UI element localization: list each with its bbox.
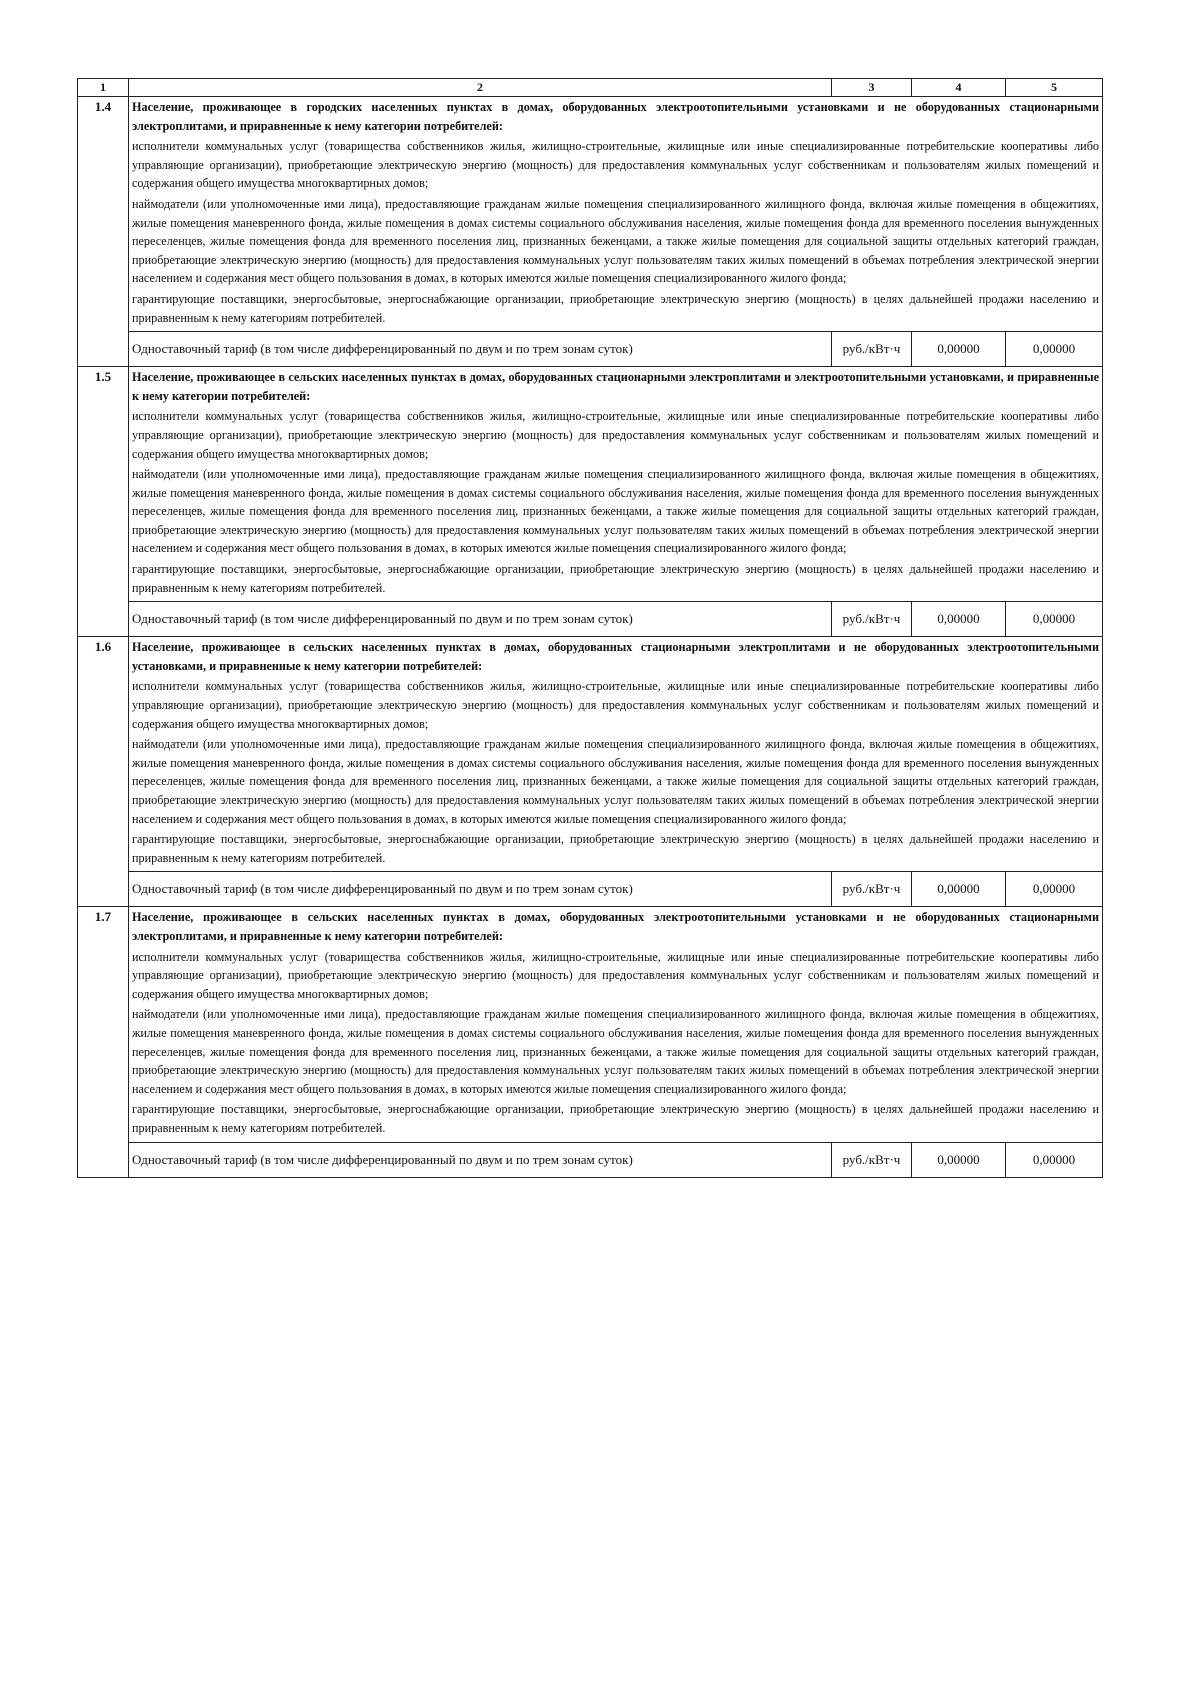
category-subitem: наймодатели (или уполномоченные ими лица), предоставляющие гражданам жилые помещения специализированного жилищного фонда, включая жилые помещения в общежитиях, жилые помещения маневренного фонда, жилые помещения в домах системы социального обслуживания населения, жилые помещения фонда для временного поселения вынужденных переселенцев, жилые помещения фонда для временного поселения лиц, признанных беженцами, а также жилые помещения для социальной защиты отдельных категорий граждан, приобретающие электрическую энергию (мощность) для предоставления коммунальных услуг пользователям таких жилых помещений в объемах потребления электрической энергии населением и содержания мест общего пользования в домах, в которых имеются жилые помещения специализированного жилого фонда; [132, 467, 1099, 556]
tariff-value-col5: 0,00000 [1006, 1142, 1103, 1177]
category-subitem: гарантирующие поставщики, энергосбытовые, энергоснабжающие организации, приобретающие электрическую энергию (мощность) в целях дальнейшей продажи населению и приравненным к нему категориям потребителей. [132, 291, 1099, 325]
category-subitem: гарантирующие поставщики, энергосбытовые, энергоснабжающие организации, приобретающие электрическую энергию (мощность) в целях дальнейшей продажи населению и приравненным к нему категориям потребителей. [132, 1102, 1099, 1135]
category-subitem: наймодатели (или уполномоченные ими лица), предоставляющие гражданам жилые помещения специализированного жилищного фонда, включая жилые помещения в общежитиях, жилые помещения маневренного фонда, жилые помещения в домах системы социального обслуживания населения, жилые помещения фонда для временного поселения вынужденных переселенцев, жилые помещения фонда для временного поселения лиц, признанных беженцами, а также жилые помещения для социальной защиты отдельных категорий граждан, приобретающие электрическую энергию (мощность) для предоставления коммунальных услуг пользователям таких жилых помещений в объемах потребления электрической энергии населением и содержания мест общего пользования в домах, в которых имеются жилые помещения специализированного жилого фонда; [132, 196, 1099, 286]
category-subitem: исполнители коммунальных услуг (товарищества собственников жилья, жилищно-строительные, жилищные или иные специализированные потребительские кооперативы либо управляющие организации), приобретающие электрическую энергию (мощность) для предоставления коммунальных услуг собственникам и пользователям жилых помещений и содержания общего имущества многоквартирных домов; [132, 409, 1099, 461]
row-number: 1.7 [78, 907, 129, 1177]
header-col-3: 3 [832, 79, 912, 97]
header-col-5: 5 [1006, 79, 1103, 97]
tariff-name: Одноставочный тариф (в том числе дифференцированный по двум и по трем зонам суток) [129, 1142, 832, 1177]
tariff-unit: руб./кВт·ч [832, 602, 912, 637]
tariff-row [78, 872, 1103, 907]
row-number: 1.6 [78, 637, 129, 907]
tariff-unit: руб./кВт·ч [832, 872, 912, 907]
tariff-value-col5: 0,00000 [1006, 332, 1103, 367]
tariff-unit: руб./кВт·ч [832, 1142, 912, 1177]
tariff-row [78, 332, 1103, 367]
consumer-category-description [129, 367, 1103, 602]
category-subitem: наймодатели (или уполномоченные ими лица), предоставляющие гражданам жилые помещения специализированного жилищного фонда, включая жилые помещения в общежитиях, жилые помещения маневренного фонда, жилые помещения в домах системы социального обслуживания населения, жилые помещения фонда для временного поселения вынужденных переселенцев, жилые помещения фонда для временного поселения лиц, признанных беженцами, а также жилые помещения для социальной защиты отдельных категорий граждан, приобретающие электрическую энергию (мощность) для предоставления коммунальных услуг пользователям таких жилых помещений в объемах потребления электрической энергии населением и содержания мест общего пользования в домах, в которых имеются жилые помещения специализированного жилого фонда; [132, 737, 1099, 826]
category-subitem: наймодатели (или уполномоченные ими лица), предоставляющие гражданам жилые помещения специализированного жилищного фонда, включая жилые помещения в общежитиях, жилые помещения маневренного фонда, жилые помещения в домах системы социального обслуживания населения, жилые помещения фонда для временного поселения вынужденных переселенцев, жилые помещения фонда для временного поселения лиц, признанных беженцами, а также жилые помещения для социальной защиты отдельных категорий граждан, приобретающие электрическую энергию (мощность) для предоставления коммунальных услуг пользователям таких жилых помещений в объемах потребления электрической энергии населением и содержания мест общего пользования в домах, в которых имеются жилые помещения специализированного жилого фонда; [132, 1007, 1099, 1096]
header-col-4: 4 [912, 79, 1006, 97]
category-title: Население, проживающее в сельских населенных пунктах в домах, оборудованных стационарными электроплитами и электроотопительными установками, и приравненные к нему категории потребителей: [132, 370, 1099, 403]
tariff-name: Одноставочный тариф (в том числе дифференцированный по двум и по трем зонам суток) [129, 332, 832, 367]
category-subitem: исполнители коммунальных услуг (товарищества собственников жилья, жилищно-строительные, жилищные или иные специализированные потребительские кооперативы либо управляющие организации), приобретающие электрическую энергию (мощность) для предоставления коммунальных услуг собственникам и пользователям жилых помещений и содержания общего имущества многоквартирных домов; [132, 139, 1099, 191]
category-subitem: исполнители коммунальных услуг (товарищества собственников жилья, жилищно-строительные, жилищные или иные специализированные потребительские кооперативы либо управляющие организации), приобретающие электрическую энергию (мощность) для предоставления коммунальных услуг собственникам и пользователям жилых помещений и содержания общего имущества многоквартирных домов; [132, 949, 1099, 1001]
header-row [78, 79, 1103, 97]
group-description-row [78, 97, 1103, 332]
tariff-value-col4: 0,00000 [912, 332, 1006, 367]
tariff-value-col5: 0,00000 [1006, 872, 1103, 907]
tariff-value-col4: 0,00000 [912, 872, 1006, 907]
row-number: 1.5 [78, 367, 129, 637]
category-subitem: исполнители коммунальных услуг (товарищества собственников жилья, жилищно-строительные, жилищные или иные специализированные потребительские кооперативы либо управляющие организации), приобретающие электрическую энергию (мощность) для предоставления коммунальных услуг собственникам и пользователям жилых помещений и содержания общего имущества многоквартирных домов; [132, 679, 1099, 731]
tariff-value-col4: 0,00000 [912, 1142, 1006, 1177]
category-title: Население, проживающее в сельских населенных пунктах в домах, оборудованных электроотопительными установками и не оборудованных стационарными электроплитами, и приравненные к нему категории потребителей: [132, 910, 1099, 943]
consumer-category-description [129, 907, 1103, 1142]
category-subitem: гарантирующие поставщики, энергосбытовые, энергоснабжающие организации, приобретающие электрическую энергию (мощность) в целях дальнейшей продажи населению и приравненным к нему категориям потребителей. [132, 562, 1099, 595]
tariff-row [78, 1142, 1103, 1177]
tariff-unit: руб./кВт·ч [832, 332, 912, 367]
group-description-row [78, 907, 1103, 1142]
tariff-name: Одноставочный тариф (в том числе дифференцированный по двум и по трем зонам суток) [129, 602, 832, 637]
group-description-row [78, 367, 1103, 602]
tariff-value-col5: 0,00000 [1006, 602, 1103, 637]
category-subitem: гарантирующие поставщики, энергосбытовые, энергоснабжающие организации, приобретающие электрическую энергию (мощность) в целях дальнейшей продажи населению и приравненным к нему категориям потребителей. [132, 832, 1099, 865]
category-title: Население, проживающее в сельских населенных пунктах в домах, оборудованных стационарными электроплитами и не оборудованных электроотопительными установками, и приравненные к нему категории потребителей: [132, 640, 1099, 673]
consumer-category-description [129, 97, 1103, 332]
header-col-1: 1 [78, 79, 129, 97]
tariff-value-col4: 0,00000 [912, 602, 1006, 637]
tariff-name: Одноставочный тариф (в том числе дифференцированный по двум и по трем зонам суток) [129, 872, 832, 907]
category-title: Население, проживающее в городских населенных пунктах в домах, оборудованных электроотопительными установками и не оборудованных стационарными электроплитами, и приравненные к нему категории потребителей: [132, 100, 1099, 133]
group-description-row [78, 637, 1103, 872]
consumer-category-description [129, 637, 1103, 872]
header-col-2: 2 [129, 79, 832, 97]
tariff-row [78, 602, 1103, 637]
tariff-table [77, 78, 1103, 1178]
row-number: 1.4 [78, 97, 129, 367]
